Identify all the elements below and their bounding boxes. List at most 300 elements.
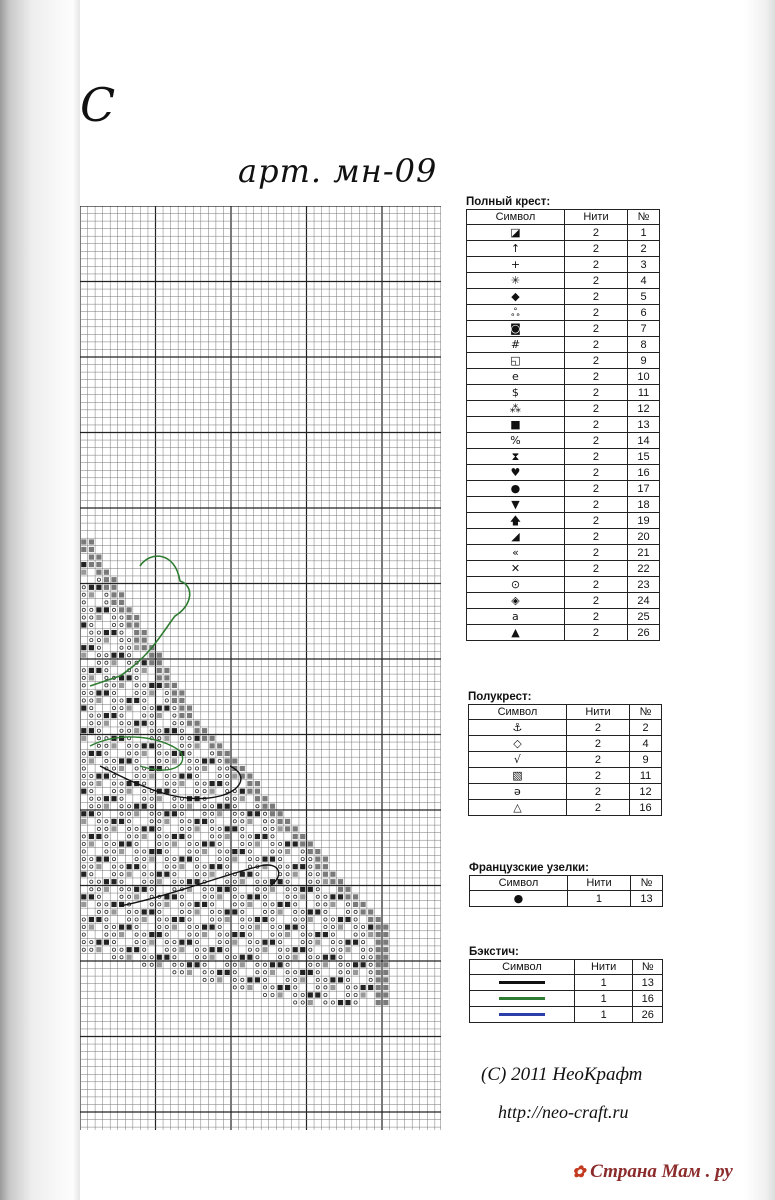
stitch-symbol — [286, 963, 289, 966]
stitch-symbol — [135, 842, 138, 845]
stitch-cell — [111, 902, 116, 907]
stitch-cell — [202, 932, 207, 937]
stitch-cell — [119, 653, 124, 658]
stitch-symbol — [331, 933, 334, 936]
page-right-edge — [745, 0, 775, 1200]
stitch-cell — [157, 660, 162, 665]
legend-row — [467, 449, 660, 465]
stitch-symbol — [180, 910, 183, 913]
stitch-cell — [149, 932, 154, 937]
stitch-symbol — [82, 767, 85, 770]
stitch-symbol — [286, 888, 289, 891]
stitch-cell — [270, 887, 275, 892]
stitch-symbol — [112, 767, 115, 770]
stitch-cell — [308, 841, 313, 846]
stitch-cell — [179, 834, 184, 839]
legend-number: 6 — [628, 305, 660, 321]
stitch-symbol — [211, 978, 214, 981]
legend-row — [469, 800, 662, 816]
stitch-symbol — [143, 684, 146, 687]
stitch-cell — [89, 925, 94, 930]
stitch-cell — [202, 819, 207, 824]
stitch-cell — [142, 751, 147, 756]
stitch-symbol — [286, 880, 289, 883]
stitch-symbol — [369, 971, 372, 974]
stitch-cell — [96, 585, 101, 590]
stitch-symbol — [226, 880, 229, 883]
stitch-symbol — [263, 888, 266, 891]
stitch-symbol — [143, 691, 146, 694]
stitch-cell — [104, 774, 109, 779]
stitch-cell — [210, 841, 215, 846]
stitch-cell — [96, 917, 101, 922]
stitch-symbol — [256, 873, 259, 876]
stitch-cell — [247, 811, 252, 816]
stitch-symbol — [203, 963, 206, 966]
stitch-cell — [262, 917, 267, 922]
stitch-symbol — [248, 925, 251, 928]
stitch-symbol — [188, 910, 191, 913]
stitch-symbol — [105, 752, 108, 755]
stitch-symbol — [331, 918, 334, 921]
stitch-cell — [81, 811, 86, 816]
stitch-symbol — [82, 918, 85, 921]
stitch-cell — [119, 819, 124, 824]
stitch-cell — [127, 947, 132, 952]
legend-back-table — [469, 959, 663, 1023]
stitch-symbol — [226, 767, 229, 770]
stitch-symbol — [143, 963, 146, 966]
legend-threads: 2 — [564, 545, 627, 561]
stitch-cell — [104, 804, 109, 809]
stitch-cell — [96, 698, 101, 703]
stitch-symbol — [82, 593, 85, 596]
stitch-symbol — [263, 880, 266, 883]
stitch-cell — [293, 841, 298, 846]
stitch-cell — [330, 894, 335, 899]
stitch-cell — [330, 977, 335, 982]
legend-threads: 2 — [564, 321, 627, 337]
stitch-symbol — [90, 941, 93, 944]
stitch-symbol — [263, 993, 266, 996]
stitch-symbol — [150, 888, 153, 891]
stitch-symbol — [316, 956, 319, 959]
stitch-symbol — [218, 827, 221, 830]
chart-grid-svg — [80, 206, 441, 1130]
stitch-cell — [89, 841, 94, 846]
stitch-symbol — [218, 933, 221, 936]
stitch-symbol — [286, 865, 289, 868]
stitch-symbol — [173, 948, 176, 951]
stitch-cell — [300, 864, 305, 869]
stitch-cell — [157, 879, 162, 884]
stitch-cell — [278, 902, 283, 907]
legend-threads: 2 — [564, 401, 627, 417]
stitch-symbol — [354, 925, 357, 928]
stitch-cell — [164, 728, 169, 733]
stitch-symbol — [173, 941, 176, 944]
stitch-symbol — [150, 963, 153, 966]
stitch-cell — [81, 872, 86, 877]
legend-number: 12 — [628, 401, 660, 417]
stitch-cell — [111, 630, 116, 635]
stitch-symbol — [346, 903, 349, 906]
legend-threads: 2 — [564, 241, 627, 257]
legend-number: 25 — [628, 609, 660, 625]
stitch-cell — [330, 955, 335, 960]
stitch-cell — [157, 796, 162, 801]
stitch-cell — [179, 857, 184, 862]
stitch-symbol — [233, 903, 236, 906]
stitch-cell — [247, 955, 252, 960]
stitch-symbol — [218, 910, 221, 913]
stitch-symbol — [294, 903, 297, 906]
stitch-cell — [195, 909, 200, 914]
stitch-symbol — [173, 774, 176, 777]
stitch-symbol — [256, 805, 259, 808]
legend-header-row — [469, 705, 662, 720]
stitch-symbol — [331, 948, 334, 951]
stitch-cell — [217, 811, 222, 816]
stitch-cell — [149, 774, 154, 779]
legend-symbol: ◪ — [467, 225, 565, 241]
stitch-symbol — [226, 790, 229, 793]
legend-full-table — [466, 209, 660, 641]
stitch-symbol — [82, 842, 85, 845]
stitch-symbol — [309, 933, 312, 936]
stitch-cell — [149, 826, 154, 831]
stitch-symbol — [263, 827, 266, 830]
stitch-symbol — [226, 774, 229, 777]
stitch-cell — [270, 857, 275, 862]
stitch-cell — [361, 992, 366, 997]
legend-symbol: ◇ — [469, 736, 567, 752]
stitch-cell — [330, 985, 335, 990]
stitch-cell — [315, 940, 320, 945]
legend-number: 13 — [631, 891, 663, 907]
stitch-symbol — [263, 820, 266, 823]
stitch-symbol — [158, 903, 161, 906]
stitch-symbol — [301, 850, 304, 853]
stitch-symbol — [339, 963, 342, 966]
stitch-symbol — [294, 986, 297, 989]
stitch-cell — [127, 758, 132, 763]
stitch-cell — [285, 819, 290, 824]
stitch-symbol — [82, 608, 85, 611]
stitch-symbol — [279, 925, 282, 928]
stitch-symbol — [233, 805, 236, 808]
stitch-symbol — [90, 631, 93, 634]
stitch-cell — [323, 955, 328, 960]
stitch-symbol — [105, 835, 108, 838]
stitch-symbol — [165, 918, 168, 921]
stitch-cell — [376, 940, 381, 945]
stitch-symbol — [173, 865, 176, 868]
stitch-cell — [81, 736, 86, 741]
stitch-symbol — [97, 714, 100, 717]
stitch-symbol — [309, 873, 312, 876]
legend-row — [467, 401, 660, 417]
stitch-symbol — [294, 993, 297, 996]
stitch-cell — [376, 917, 381, 922]
stitch-cell — [225, 834, 230, 839]
stitch-cell — [315, 857, 320, 862]
stitch-symbol — [324, 986, 327, 989]
stitch-symbol — [112, 873, 115, 876]
legend-number: 12 — [630, 784, 662, 800]
stitch-symbol — [82, 759, 85, 762]
stitch-cell — [376, 947, 381, 952]
stitch-symbol — [218, 858, 221, 861]
stitch-cell — [338, 977, 343, 982]
col-number: № — [631, 876, 663, 891]
stitch-cell — [368, 917, 373, 922]
stitch-cell — [187, 721, 192, 726]
legend-row — [467, 593, 660, 609]
stitch-symbol — [324, 918, 327, 921]
stitch-cell — [96, 555, 101, 560]
stitch-symbol — [188, 835, 191, 838]
stitch-cell — [270, 940, 275, 945]
legend-number: 7 — [628, 321, 660, 337]
legend-number: 9 — [630, 752, 662, 768]
stitch-cell — [187, 804, 192, 809]
stitch-symbol — [105, 827, 108, 830]
stitch-symbol — [188, 903, 191, 906]
stitch-symbol — [82, 691, 85, 694]
legend-number: 24 — [628, 593, 660, 609]
stitch-symbol — [112, 790, 115, 793]
stitch-cell — [210, 955, 215, 960]
stitch-cell — [157, 653, 162, 658]
stitch-cell — [300, 894, 305, 899]
stitch-cell — [89, 592, 94, 597]
stitch-symbol — [195, 790, 198, 793]
stitch-cell — [164, 902, 169, 907]
stitch-cell — [179, 940, 184, 945]
stitch-cell — [232, 758, 237, 763]
legend-threads: 2 — [564, 497, 627, 513]
stitch-cell — [96, 834, 101, 839]
stitch-cell — [217, 804, 222, 809]
stitch-cell — [111, 660, 116, 665]
stitch-symbol — [120, 805, 123, 808]
copyright-text: (C) 2011 НеоКрафт — [481, 1064, 643, 1085]
stitch-symbol — [294, 971, 297, 974]
legend-threads: 2 — [564, 433, 627, 449]
stitch-symbol — [226, 941, 229, 944]
stitch-symbol — [203, 888, 206, 891]
stitch-symbol — [135, 858, 138, 861]
stitch-symbol — [97, 827, 100, 830]
legend-back-title: Бэкстич: — [469, 946, 519, 958]
stitch-cell — [376, 992, 381, 997]
stitch-symbol — [158, 842, 161, 845]
legend-number: 10 — [628, 369, 660, 385]
stitch-cell — [383, 955, 388, 960]
legend-threads: 2 — [564, 353, 627, 369]
stitch-symbol — [82, 699, 85, 702]
stitch-cell — [278, 826, 283, 831]
stitch-cell — [270, 970, 275, 975]
stitch-symbol — [286, 873, 289, 876]
stitch-symbol — [324, 910, 327, 913]
stitch-symbol — [362, 948, 365, 951]
stitch-cell — [157, 683, 162, 688]
stitch-symbol — [362, 933, 365, 936]
stitch-symbol — [120, 888, 123, 891]
stitch-symbol — [112, 948, 115, 951]
stitch-symbol — [90, 797, 93, 800]
stitch-symbol — [271, 933, 274, 936]
legend-row — [467, 241, 660, 257]
stitch-symbol — [271, 850, 274, 853]
stitch-symbol — [188, 850, 191, 853]
stitch-symbol — [354, 910, 357, 913]
stitch-symbol — [226, 782, 229, 785]
stitch-symbol — [112, 941, 115, 944]
col-number: № — [633, 960, 663, 975]
stitch-symbol — [241, 978, 244, 981]
stitch-symbol — [150, 880, 153, 883]
stitch-symbol — [143, 941, 146, 944]
stitch-cell — [142, 721, 147, 726]
stitch-cell — [96, 562, 101, 567]
stitch-cell — [179, 947, 184, 952]
legend-symbol: ● — [467, 481, 565, 497]
stitch-cell — [308, 849, 313, 854]
stitch-symbol — [135, 774, 138, 777]
stitch-symbol — [173, 782, 176, 785]
stitch-symbol — [316, 978, 319, 981]
stitch-symbol — [105, 903, 108, 906]
legend-row — [467, 305, 660, 321]
stitch-cell — [104, 577, 109, 582]
legend-number: 23 — [628, 577, 660, 593]
legend-number: 9 — [628, 353, 660, 369]
stitch-symbol — [128, 729, 131, 732]
stitch-symbol — [279, 858, 282, 861]
stitch-symbol — [112, 865, 115, 868]
stitch-symbol — [105, 933, 108, 936]
stitch-cell — [376, 955, 381, 960]
stitch-symbol — [128, 752, 131, 755]
legend-header-row — [470, 960, 663, 975]
stitch-cell — [134, 645, 139, 650]
stitch-symbol — [82, 669, 85, 672]
stitch-cell — [376, 985, 381, 990]
stitch-cell — [81, 902, 86, 907]
stitch-symbol — [105, 910, 108, 913]
stitch-symbol — [82, 850, 85, 853]
stitch-cell — [293, 947, 298, 952]
stitch-symbol — [150, 820, 153, 823]
stitch-symbol — [165, 865, 168, 868]
stitch-symbol — [135, 941, 138, 944]
stitch-cell — [247, 819, 252, 824]
backstitch-line-sample — [499, 1013, 545, 1016]
stitch-cell — [134, 615, 139, 620]
legend-threads: 1 — [574, 975, 633, 991]
stitch-cell — [149, 940, 154, 945]
stitch-symbol — [294, 1001, 297, 1004]
legend-number: 2 — [628, 241, 660, 257]
stitch-symbol — [105, 669, 108, 672]
site-watermark — [572, 1161, 733, 1183]
stitch-symbol — [211, 971, 214, 974]
stitch-symbol — [279, 956, 282, 959]
stitch-symbol — [158, 925, 161, 928]
stitch-cell — [142, 668, 147, 673]
stitch-cell — [172, 917, 177, 922]
stitch-cell — [164, 872, 169, 877]
legend-row — [467, 465, 660, 481]
stitch-cell — [338, 925, 343, 930]
legend-header-row — [470, 876, 663, 891]
stitch-symbol — [165, 759, 168, 762]
stitch-cell — [338, 894, 343, 899]
stitch-symbol — [173, 956, 176, 959]
stitch-symbol — [195, 956, 198, 959]
stitch-symbol — [369, 963, 372, 966]
legend-number: 16 — [633, 991, 663, 1007]
stitch-cell — [240, 879, 245, 884]
stitch-cell — [96, 940, 101, 945]
legend-number: 13 — [633, 975, 663, 991]
stitch-cell — [255, 789, 260, 794]
stitch-cell — [111, 879, 116, 884]
stitch-cell — [383, 962, 388, 967]
stitch-cell — [127, 622, 132, 627]
stitch-symbol — [188, 737, 191, 740]
stitch-symbol — [97, 654, 100, 657]
stitch-symbol — [301, 993, 304, 996]
stitch-cell — [195, 819, 200, 824]
stitch-symbol — [331, 925, 334, 928]
stitch-symbol — [97, 744, 100, 747]
stitch-cell — [323, 932, 328, 937]
stitch-symbol — [331, 941, 334, 944]
stitch-cell — [383, 1000, 388, 1005]
stitch-symbol — [188, 933, 191, 936]
stitch-cell — [195, 962, 200, 967]
stitch-symbol — [112, 608, 115, 611]
stitch-cell — [247, 902, 252, 907]
stitch-symbol — [97, 578, 100, 581]
stitch-symbol — [150, 714, 153, 717]
stitch-symbol — [180, 880, 183, 883]
legend-row — [467, 337, 660, 353]
stitch-symbol — [128, 820, 131, 823]
stitch-cell — [210, 781, 215, 786]
stitch-symbol — [233, 956, 236, 959]
legend-number: 5 — [628, 289, 660, 305]
stitch-symbol — [120, 812, 123, 815]
col-symbol: Символ — [469, 705, 567, 720]
stitch-symbol — [165, 691, 168, 694]
stitch-cell — [278, 962, 283, 967]
stitch-cell — [81, 547, 86, 552]
stitch-symbol — [128, 805, 131, 808]
col-symbol: Символ — [467, 210, 565, 225]
stitch-symbol — [211, 888, 214, 891]
stitch-symbol — [301, 858, 304, 861]
stitch-cell — [240, 796, 245, 801]
stitch-symbol — [211, 903, 214, 906]
legend-row — [467, 369, 660, 385]
stitch-cell — [96, 947, 101, 952]
stitch-symbol — [128, 661, 131, 664]
